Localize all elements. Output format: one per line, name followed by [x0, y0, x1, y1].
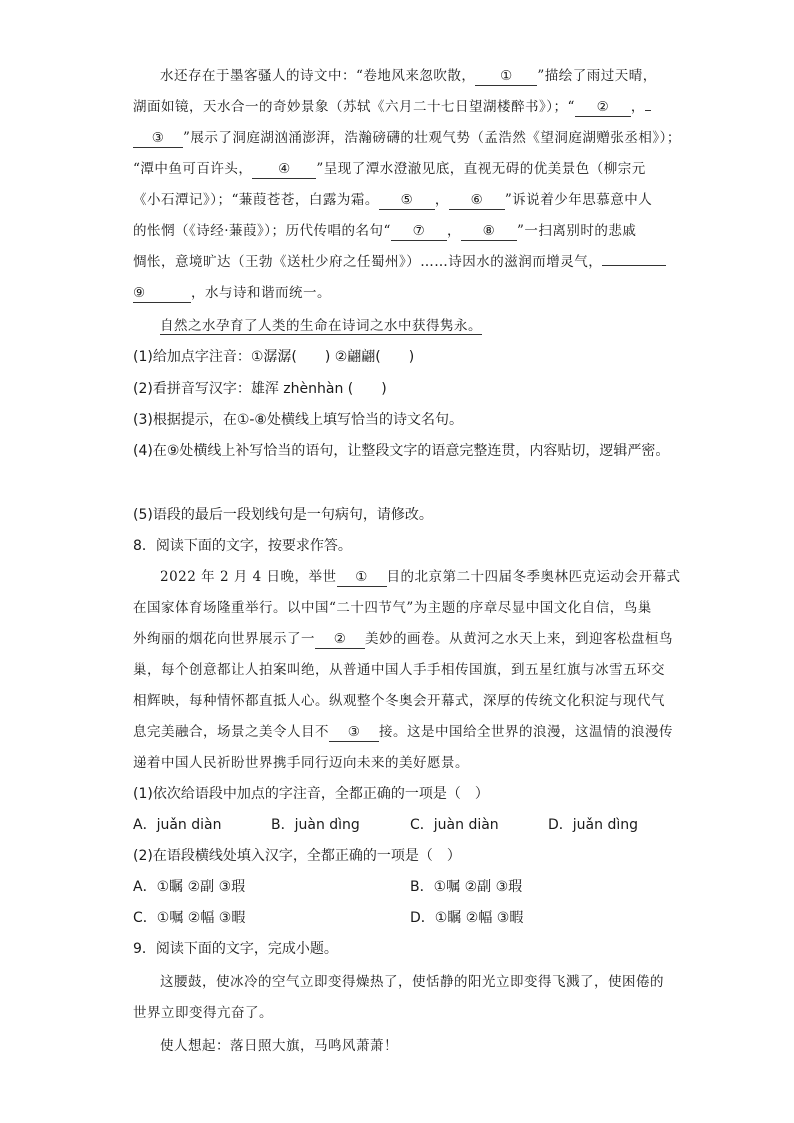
option-b[interactable]: B．juàn dìng — [271, 817, 360, 833]
blank-6: ⑥ — [449, 191, 505, 210]
blank-2: ② — [575, 98, 631, 117]
passage-line — [133, 97, 673, 117]
question-7-3: (3)根据提示，在①-⑧处横线上填写恰当的诗文名句。 — [133, 412, 463, 428]
passage-line — [133, 283, 673, 303]
passage-line: 使人想起：落日照大旗，马鸣风萧萧！ — [160, 1038, 398, 1054]
blank-q8-2: ② — [315, 630, 365, 649]
passage-line — [160, 316, 700, 336]
blank-3-start — [645, 110, 651, 111]
blank-1: ① — [475, 67, 537, 86]
passage-text: “潭中鱼可百许头， — [133, 161, 253, 177]
option-c[interactable]: C．juàn diàn — [410, 817, 499, 833]
blank-7: ⑦ — [391, 222, 447, 241]
passage-line — [133, 128, 681, 148]
option-d[interactable]: D．①瞩 ②幅 ③暇 — [410, 910, 524, 926]
passage-text: 接。这是中国给全世界的浪漫，这温情的浪漫传 — [379, 724, 673, 740]
passage-text: ， — [446, 223, 461, 239]
blank-8: ⑧ — [461, 222, 517, 241]
question-7-1: (1)给加点字注音：①潺潺( ) ②翩翩( ) — [133, 349, 415, 365]
question-9-title: 9．阅读下面的文字，完成小题。 — [133, 941, 338, 957]
passage-text: ”一扫离别时的悲戚 — [516, 223, 637, 239]
passage-text: 外绚丽的烟花向世界展示了一 — [133, 631, 315, 647]
passage-line: 巢，每个创意都让人拍案叫绝，从普通中国人手手相传国旗，到五星红旗与冰雪五环交 — [133, 662, 665, 678]
passage-text: 湖面如镜，天水合一的奇妙景象（苏轼《六月二十七日望湖楼醉书》）；“ — [133, 99, 575, 115]
passage-line — [133, 722, 673, 742]
blank-9-start — [602, 265, 666, 266]
passage-line: 世界立即变得亢奋了。 — [133, 1005, 273, 1021]
question-8-2: (2)在语段横线处填入汉字，全都正确的一项是（ ） — [133, 848, 461, 864]
passage-text: ”诉说着少年思慕意中人 — [504, 192, 653, 208]
passage-text: ”呈现了潭水澄澈见底，直视无碍的优美景色（柳宗元 — [316, 161, 646, 177]
passage-text: 2022 年 2 月 4 日晚，举世 — [160, 569, 337, 585]
passage-line — [160, 567, 700, 587]
question-8-title: 8．阅读下面的文字，按要求作答。 — [133, 538, 352, 554]
option-d[interactable]: D．juǎn dìng — [548, 817, 638, 833]
passage-line: 这腰鼓，使冰冷的空气立即变得燥热了，使恬静的阳光立即变得飞溅了，使困倦的 — [160, 974, 664, 990]
question-7-2: (2)看拼音写汉字：雄浑 zhènhàn ( ) — [133, 381, 387, 397]
passage-text: 水还存在于墨客骚人的诗文中：“卷地风来忽吹散， — [160, 68, 476, 84]
question-7-4: (4)在⑨处横线上补写恰当的语句，让整段文字的语意完整连贯，内容贴切，逻辑严密。 — [133, 443, 670, 459]
question-8-1: (1)依次给语段中加点的字注音，全都正确的一项是（ ） — [133, 786, 489, 802]
passage-line — [133, 190, 673, 210]
option-a[interactable]: A．①瞩 ②副 ③瑕 — [133, 879, 246, 895]
passage-text: ，水与诗和谐而统一。 — [191, 285, 331, 301]
blank-q8-3: ③ — [329, 723, 379, 742]
passage-line — [160, 66, 700, 86]
blank-5: ⑤ — [379, 191, 435, 210]
blank-9: ⑨ — [133, 284, 191, 303]
passage-line: 在国家体育场隆重举行。以中国“二十四节气”为主题的序章尽显中国文化自信，鸟巢 — [133, 600, 652, 616]
passage-text: ”描绘了雨过天晴， — [537, 68, 657, 84]
passage-line — [133, 252, 673, 272]
passage-text: 美妙的画卷。从黄河之水天上来，到迎客松盘桓鸟 — [365, 631, 673, 647]
option-a[interactable]: A．juǎn diàn — [133, 817, 222, 833]
blank-3: ③ — [133, 129, 183, 148]
passage-line — [133, 159, 673, 179]
passage-text: 《小石潭记》）；“蒹葭苍苍，白露为霜。 — [133, 192, 379, 208]
passage-text: ， — [434, 192, 449, 208]
passage-text: 息完美融合，场景之美令人目不 — [133, 724, 329, 740]
passage-text: 的怅惘（《诗经·蒹葭》）；历代传唱的名句“ — [133, 223, 391, 239]
passage-line: 递着中国人民祈盼世界携手同行迈向未来的美好愿景。 — [133, 755, 469, 771]
passage-text: 目的北京第二十四届冬季奥林匹克运动会开幕式 — [386, 569, 681, 585]
underlined-sentence: 自然之水孕育了人类的生命在诗词之水中获得隽永。 — [160, 318, 482, 334]
option-c[interactable]: C．①嘱 ②幅 ③暇 — [133, 910, 246, 926]
option-b[interactable]: B．①嘱 ②副 ③瑕 — [410, 879, 523, 895]
passage-line — [133, 629, 673, 649]
passage-text: ， — [630, 99, 645, 115]
blank-q8-1: ① — [337, 568, 387, 587]
passage-text: ”展示了洞庭湖汹涌澎湃，浩瀚磅礴的壮观气势（孟浩然《望洞庭湖赠张丞相》）； — [183, 130, 681, 146]
blank-4: ④ — [252, 160, 316, 179]
passage-text: 惆怅，意境旷达（王勃《送杜少府之任蜀州》）……诗因水的滋润而增灵气， — [133, 254, 603, 270]
passage-line: 相辉映，每种情怀都直抵人心。纵观整个冬奥会开幕式，深厚的传统文化积淀与现代气 — [133, 693, 665, 709]
passage-line — [133, 221, 673, 241]
question-7-5: (5)语段的最后一段划线句是一句病句，请修改。 — [133, 507, 433, 523]
